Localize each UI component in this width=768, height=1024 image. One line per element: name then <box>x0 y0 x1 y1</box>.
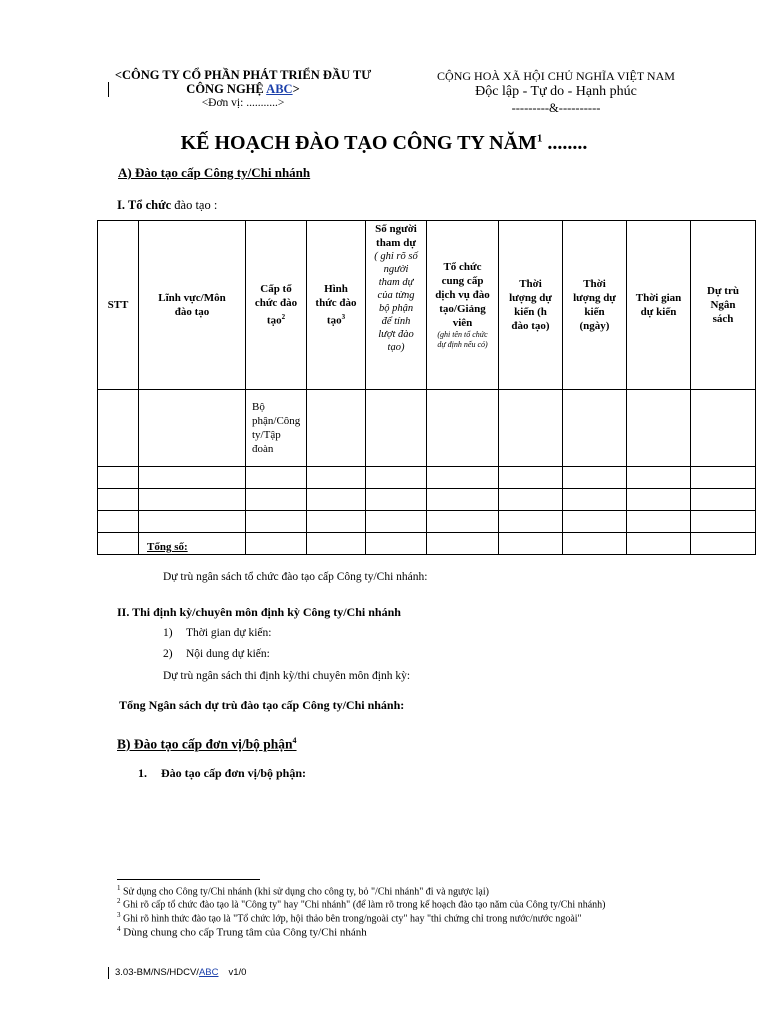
table-row <box>98 489 756 511</box>
title-suffix: ........ <box>542 132 588 154</box>
footnote-1-num: 1 <box>117 884 121 892</box>
table-cell[interactable] <box>139 467 246 489</box>
part1-heading-rest: đào tạo : <box>171 198 218 212</box>
part2-item-2: Nội dung dự kiến: <box>186 648 270 660</box>
table-row <box>98 390 756 467</box>
table-cell[interactable] <box>98 390 139 467</box>
table-cell[interactable] <box>366 489 427 511</box>
table-cell[interactable] <box>427 533 499 555</box>
section-b-footnote-ref: 4 <box>292 736 297 745</box>
table-cell[interactable] <box>499 467 563 489</box>
table-cell[interactable] <box>307 467 366 489</box>
footnote-3-num: 3 <box>117 911 121 919</box>
company-name-line2-suffix: > <box>292 82 300 96</box>
footnote-4-num: 4 <box>117 925 121 933</box>
table-cell[interactable] <box>366 390 427 467</box>
part2-item-1: Thời gian dự kiến: <box>186 627 272 639</box>
motto: Độc lập - Tự do - Hạnh phúc <box>475 84 637 99</box>
table-cell[interactable] <box>627 390 691 467</box>
table-cell[interactable] <box>139 511 246 533</box>
section-b-item-1: Đào tạo cấp đơn vị/bộ phận: <box>161 766 307 780</box>
section-b-heading <box>117 736 297 753</box>
company-header <box>108 68 378 110</box>
doc-code-abc-link[interactable]: ABC <box>198 967 219 978</box>
company-name-line2 <box>108 82 378 96</box>
doc-code-bar <box>108 967 109 979</box>
table-cell[interactable] <box>366 533 427 555</box>
training-table <box>97 220 756 555</box>
header-divider: ---------&---------- <box>511 101 601 115</box>
table-cell[interactable] <box>139 489 246 511</box>
total-budget-line: Tổng Ngân sách dự trù đào tạo cấp Công ty/Chi nhánh: <box>119 698 405 712</box>
table-cell[interactable] <box>563 390 627 467</box>
company-name-line1: <CÔNG TY CỔ PHẦN PHÁT TRIỂN ĐẦU TƯ <box>114 68 372 82</box>
header-duration <box>499 221 563 390</box>
doc-code-version: v1/0 <box>228 967 247 978</box>
table-cell[interactable] <box>627 489 691 511</box>
first-row-level-text: Bộ phận/Công ty/Tập đoàn <box>252 401 301 455</box>
header-level-text: Cấp tổ chức đào tạo <box>254 283 298 327</box>
table-cell[interactable] <box>427 390 499 467</box>
table-row <box>98 467 756 489</box>
national-header <box>400 68 712 116</box>
table-cell[interactable] <box>366 511 427 533</box>
part1-heading-bold: I. Tổ chức <box>117 198 172 212</box>
table-row <box>98 511 756 533</box>
header-count-text: Số người tham dự <box>375 223 417 249</box>
table-cell[interactable] <box>98 489 139 511</box>
header-budget <box>691 221 756 390</box>
table-cell[interactable] <box>627 511 691 533</box>
table-cell[interactable] <box>691 511 756 533</box>
company-name-line2-text: CÔNG NGHỆ <box>186 82 267 96</box>
table-total-row <box>98 533 756 555</box>
table-cell[interactable] <box>246 467 307 489</box>
table-cell[interactable] <box>691 489 756 511</box>
table-cell[interactable] <box>563 489 627 511</box>
header-time <box>627 221 691 390</box>
total-label: Tổng số: <box>147 541 188 553</box>
footnote-4-text: Dùng chung cho cấp Trung tâm của Công ty/Chi nhánh <box>120 926 367 939</box>
table-cell[interactable] <box>499 533 563 555</box>
table-cell[interactable] <box>139 390 246 467</box>
header-provider-note: (ghi tên tổ chức dự định nếu có) <box>437 330 488 349</box>
table-cell[interactable] <box>563 467 627 489</box>
header-provider-text: Tổ chức cung cấp dịch vụ đào tạo/Giảng viên <box>435 261 490 329</box>
footnote-4 <box>117 923 367 940</box>
part2-heading: II. Thi định kỳ/chuyên môn định kỳ Công ty/Chi nhánh <box>117 605 401 619</box>
title-text: KẾ HOẠCH ĐÀO TẠO CÔNG TY NĂM <box>180 132 537 154</box>
table-cell[interactable] <box>307 511 366 533</box>
header-form-footnote-ref: 3 <box>341 313 346 322</box>
header-duration-days-text: Thời lượng dự kiến (ngày) <box>573 278 616 332</box>
header-duration-text: Thời lượng dự kiến (h đào tạo) <box>509 278 552 332</box>
page-title <box>0 132 768 155</box>
table-cell[interactable] <box>307 390 366 467</box>
table-cell[interactable] <box>691 467 756 489</box>
table-cell[interactable] <box>499 390 563 467</box>
header-level <box>246 221 307 390</box>
table-cell[interactable] <box>98 467 139 489</box>
section-b-heading-text: B) Đào tạo cấp đơn vị/bộ phận <box>117 736 293 752</box>
title-footnote-ref: 1 <box>536 132 543 145</box>
table-cell[interactable] <box>627 533 691 555</box>
section-b-item-number: 1. <box>138 766 147 780</box>
country-name: CỘNG HOÀ XÃ HỘI CHỦ NGHĨA VIỆT NAM <box>437 69 675 83</box>
doc-code-prefix: 3.03-BM/NS/HDCV/ <box>115 967 199 978</box>
doc-code <box>115 967 246 978</box>
table-cell[interactable] <box>691 390 756 467</box>
header-field-text: Lĩnh vực/Môn đào tạo <box>158 292 226 318</box>
table-cell[interactable] <box>563 533 627 555</box>
header-time-text: Thời gian dự kiến <box>635 292 682 318</box>
budget-note-2: Dự trù ngân sách thi định kỳ/thi chuyên môn định kỳ: <box>163 670 411 682</box>
header-field <box>139 221 246 390</box>
unit-line: <Đơn vị: ...........> <box>201 97 285 109</box>
header-budget-text: Dự trù Ngân sách <box>707 285 739 325</box>
part2-item-1-number: 1) <box>163 627 173 639</box>
header-form-text: Hình thức đào tạo <box>315 283 357 327</box>
part1-heading <box>117 198 217 213</box>
table-header-row <box>98 221 756 390</box>
footnote-1-text: Sử dụng cho Công ty/Chi nhánh (khi sử dụng cho công ty, bỏ "/Chi nhánh" đi và ngược lại) <box>120 886 489 898</box>
company-abc-link[interactable]: ABC <box>266 82 293 96</box>
footnote-separator <box>117 879 260 880</box>
footnote-2-num: 2 <box>117 897 121 905</box>
table-cell-level[interactable] <box>246 390 307 467</box>
footnote-3-text: Ghi rõ hình thức đào tạo là "Tổ chức lớp, hội thảo bên trong/ngoài cty" hay "thi chứng chỉ trong nước/nước ngoài" <box>120 913 582 925</box>
footnote-2-text: Ghi rõ cấp tổ chức đào tạo là "Công ty" hay "Chi nhánh" (để làm rõ trong kế hoạch đào tạo năm của Công ty/Chi nhánh) <box>120 899 606 911</box>
part2-item-2-number: 2) <box>163 648 173 660</box>
header-form <box>307 221 366 390</box>
table-cell[interactable] <box>246 511 307 533</box>
header-provider <box>427 221 499 390</box>
table-cell[interactable] <box>427 511 499 533</box>
section-a-heading: A) Đào tạo cấp Công ty/Chi nhánh <box>118 165 311 180</box>
table-cell[interactable] <box>366 467 427 489</box>
table-cell[interactable] <box>691 533 756 555</box>
table-cell[interactable] <box>246 533 307 555</box>
header-stt: STT <box>98 221 139 390</box>
header-count <box>366 221 427 390</box>
header-duration-days <box>563 221 627 390</box>
table-cell[interactable] <box>563 511 627 533</box>
table-cell[interactable] <box>246 489 307 511</box>
budget-note-1: Dự trù ngân sách tổ chức đào tạo cấp Công ty/Chi nhánh: <box>163 571 428 583</box>
table-cell[interactable] <box>499 489 563 511</box>
total-label-cell <box>139 533 246 555</box>
header-count-note: ( ghi rõ số người tham dự của từng bộ phận để tính lượt đào tạo) <box>374 251 418 353</box>
table-cell[interactable] <box>98 511 139 533</box>
table-cell[interactable] <box>427 467 499 489</box>
table-cell[interactable] <box>627 467 691 489</box>
header-level-footnote-ref: 2 <box>281 313 286 322</box>
table-cell[interactable] <box>98 533 139 555</box>
table-cell[interactable] <box>427 489 499 511</box>
table-cell[interactable] <box>307 533 366 555</box>
table-cell[interactable] <box>499 511 563 533</box>
table-cell[interactable] <box>307 489 366 511</box>
